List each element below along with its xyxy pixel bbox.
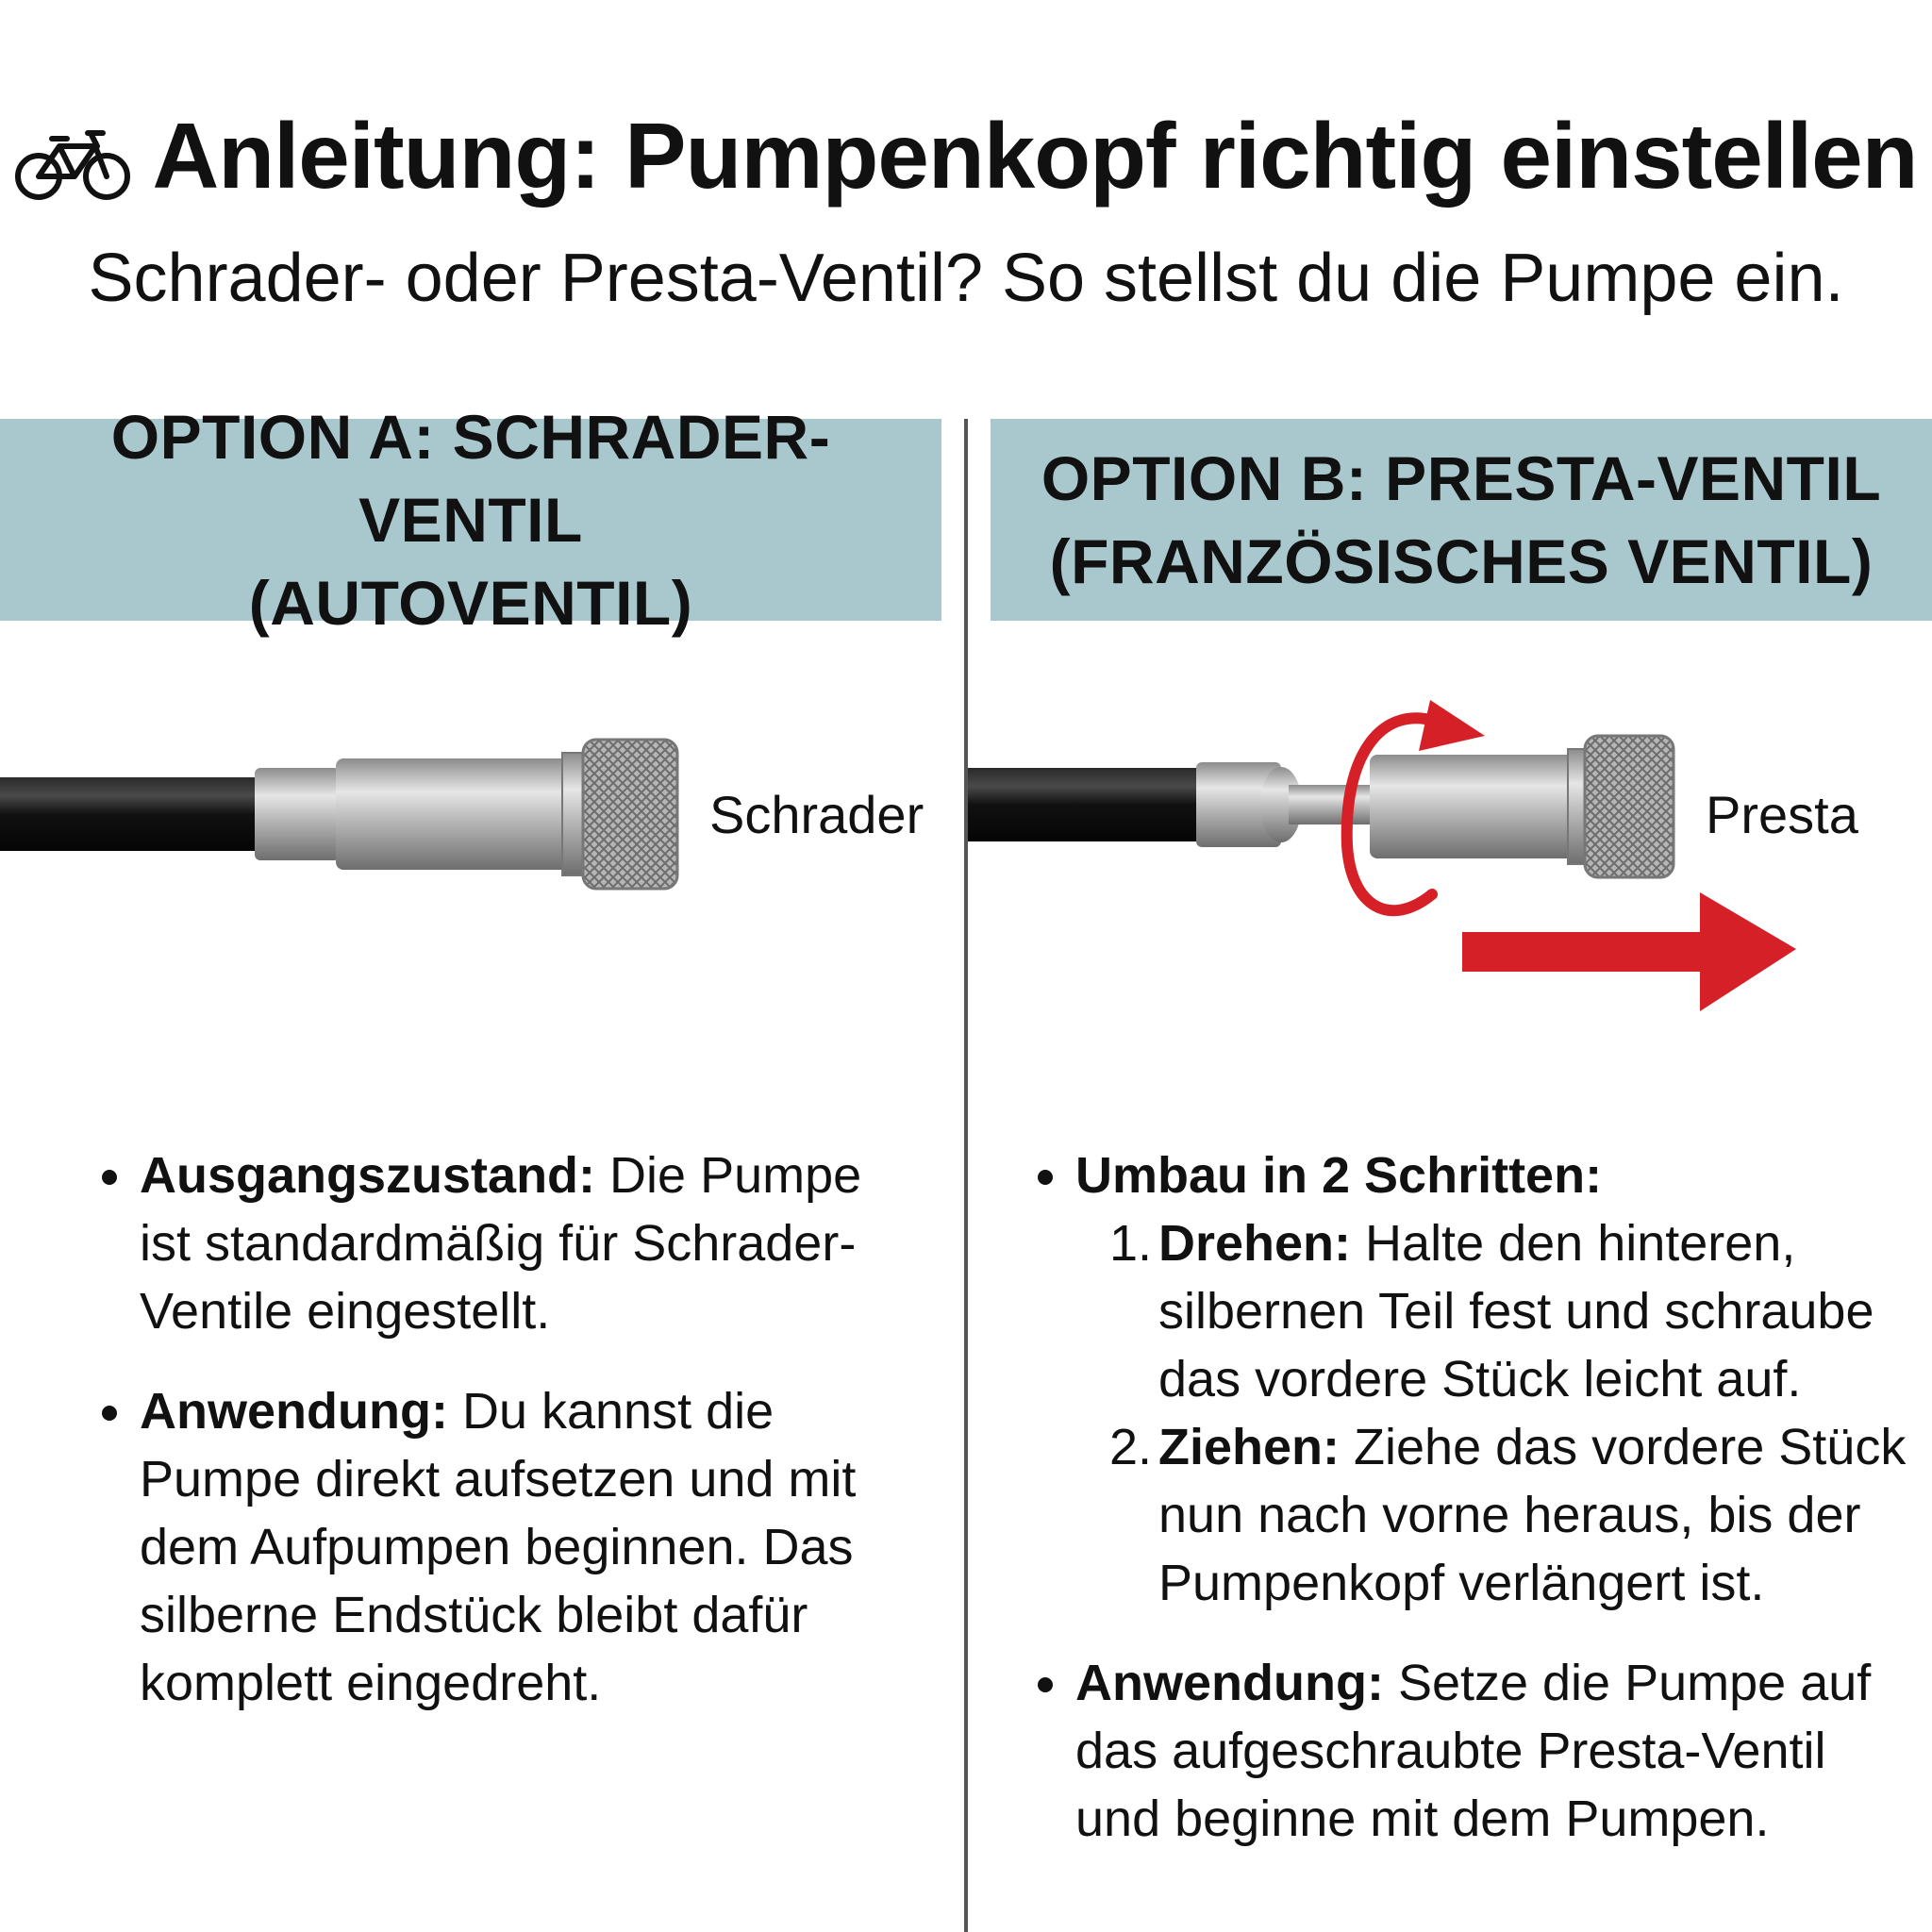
presta-pump-head-illustration: [968, 660, 1932, 1057]
bullet-label: Anwendung:: [140, 1383, 448, 1440]
presta-label: Presta: [1706, 785, 1858, 844]
list-item: [94, 1141, 924, 1345]
option-a-heading-line2: (AUTOVENTIL): [248, 568, 693, 638]
step-label: Drehen:: [1158, 1215, 1352, 1272]
title-text: Anleitung: Pumpenkopf richtig einstellen: [152, 104, 1918, 208]
bullet-label: Anwendung:: [1075, 1655, 1384, 1711]
page-title: [0, 104, 1932, 208]
option-b-heading-line2: (FRANZÖSISCHES VENTIL): [1049, 526, 1874, 596]
option-b-heading-line1: OPTION B: PRESTA-VENTIL: [1041, 443, 1882, 513]
step-item: [1075, 1209, 1917, 1413]
bullet-label: Umbau in 2 Schritten:: [1075, 1147, 1603, 1204]
bicycle-icon: [14, 124, 131, 203]
option-a-heading-line1: OPTION A: SCHRADER-VENTIL: [110, 402, 831, 555]
schrader-pump-head-illustration: [0, 660, 943, 1057]
step-label: Ziehen:: [1158, 1419, 1341, 1475]
step-text: Ziehe das vordere Stück nun nach vorne heraus, bis der Pumpenkopf verlängert ist.: [1158, 1419, 1907, 1611]
option-a-heading: [0, 402, 941, 638]
list-item: [94, 1377, 924, 1717]
bullet-text: Du kannst die Pumpe direkt aufsetzen und mit dem Aufpumpen beginnen. Das silberne Endstück bleibt dafür komplett eingedreht.: [140, 1383, 857, 1711]
option-b-heading: [991, 419, 1932, 621]
step-number: 2.: [1109, 1419, 1153, 1475]
bullet-label: Ausgangszustand:: [140, 1147, 596, 1204]
schrader-pump-head-graphic: [0, 660, 943, 1057]
schrader-label: Schrader: [709, 785, 924, 844]
step-list: [1075, 1209, 1917, 1617]
step-number: 1.: [1109, 1215, 1153, 1272]
bullet-text: Die Pumpe ist standardmäßig für Schrader-Ventile eingestellt.: [140, 1147, 862, 1340]
bullet-text: Setze die Pumpe auf das aufgeschraubte Presta-Ventil und beginne mit dem Pumpen.: [1075, 1655, 1872, 1847]
option-b-instructions: [1030, 1141, 1917, 1885]
column-divider: [964, 419, 968, 1932]
list-item: [1030, 1649, 1917, 1853]
presta-pump-head-graphic: [968, 660, 1932, 1057]
list-item: [1030, 1141, 1917, 1617]
page-subtitle: Schrader- oder Presta-Ventil? So stellst du die Pumpe ein.: [88, 241, 1844, 316]
pull-arrow-icon: [1462, 892, 1796, 1011]
step-text: Halte den hinteren, silbernen Teil fest und schraube das vordere Stück leicht auf.: [1158, 1215, 1874, 1407]
option-a-instructions: [94, 1141, 924, 1749]
step-item: [1075, 1413, 1917, 1617]
